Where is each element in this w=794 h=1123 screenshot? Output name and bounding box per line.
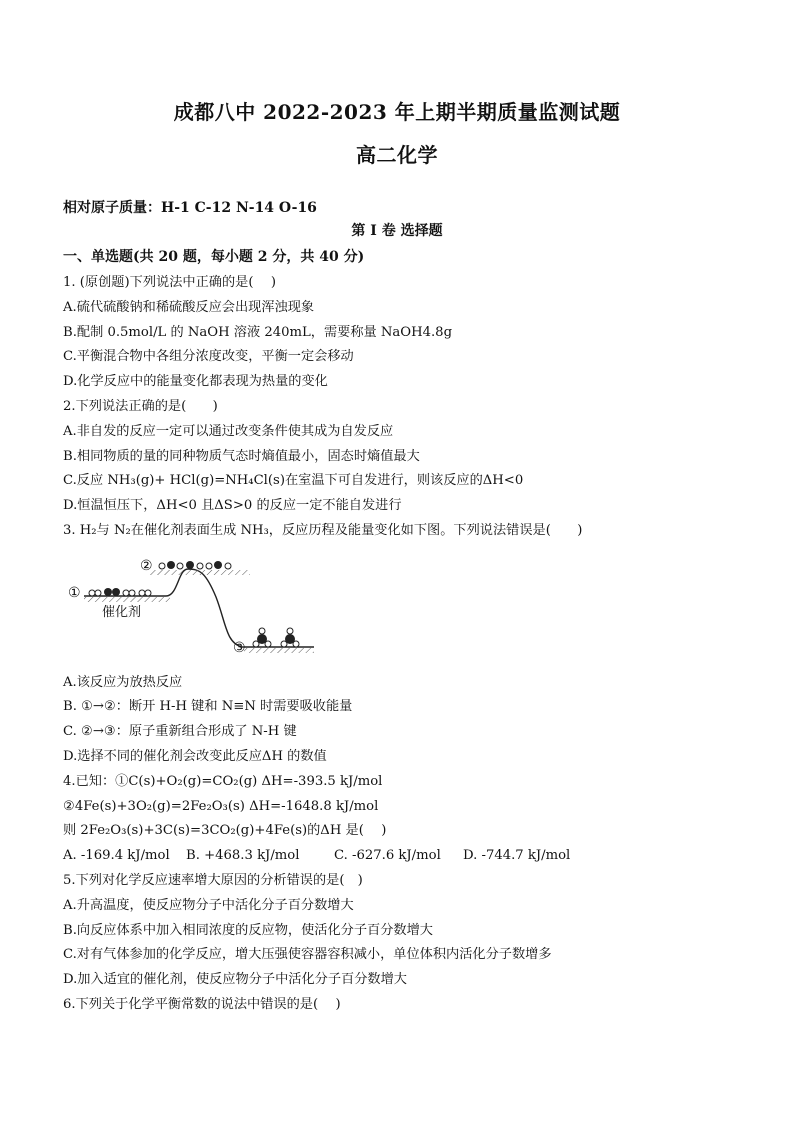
q5-stem: 5.下列对化学反应速率增大原因的分析错误的是( ) bbox=[63, 873, 363, 888]
q1-option-d: D.化学反应中的能量变化都表现为热量的变化 bbox=[63, 374, 328, 389]
q4-option-c: C. -627.6 kJ/mol bbox=[334, 848, 441, 863]
q3-option-d: D.选择不同的催化剂会改变此反应ΔH 的数值 bbox=[63, 749, 327, 764]
q5-option-a: A.升高温度，使反应物分子中活化分子百分数增大 bbox=[63, 898, 354, 913]
surface-2 bbox=[150, 570, 250, 575]
exam-subject: 高二化学 bbox=[356, 143, 438, 167]
q1-option-c: C.平衡混合物中各组分浓度改变，平衡一定会移动 bbox=[63, 349, 354, 364]
q2-option-b: B.相同物质的量的同种物质气态时熵值最小，固态时熵值最大 bbox=[63, 449, 420, 464]
state1-molecules bbox=[89, 588, 151, 596]
q5-option-d: D.加入适宜的催化剂，使反应物分子中活化分子百分数增大 bbox=[63, 972, 407, 987]
volume-title: 第 Ⅰ 卷 选择题 bbox=[351, 223, 443, 239]
surface-3 bbox=[244, 648, 314, 653]
q3-option-a: A.该反应为放热反应 bbox=[63, 675, 183, 690]
q4-equation-2: ②4Fe(s)+3O₂(g)=2Fe₂O₃(s) ΔH=-1648.8 kJ/mol bbox=[63, 799, 379, 814]
q4-option-b: B. +468.3 kJ/mol bbox=[186, 848, 300, 863]
q1-option-b: B.配制 0.5mol/L 的 NaOH 溶液 240mL，需要称量 NaOH4.8g bbox=[63, 325, 453, 340]
q2-option-d: D.恒温恒压下，ΔH<0 且ΔS>0 的反应一定不能自发进行 bbox=[63, 498, 402, 513]
q2-option-c: C.反应 NH₃(g)+ HCl(g)=NH₄Cl(s)在室温下可自发进行，则该反应的ΔH<0 bbox=[63, 473, 524, 488]
q6-stem: 6.下列关于化学平衡常数的说法中错误的是( ) bbox=[63, 997, 341, 1012]
state-3-label: ③ bbox=[233, 640, 246, 656]
q3-option-b: B. ①→②：断开 H-H 键和 N≡N 时需要吸收能量 bbox=[63, 699, 353, 714]
atomic-mass-note: 相对原子质量：H-1 C-12 N-14 O-16 bbox=[63, 200, 317, 216]
q4-stem: 4.已知：①C(s)+O₂(g)=CO₂(g) ΔH=-393.5 kJ/mol bbox=[63, 774, 383, 789]
q3-option-c: C. ②→③：原子重新组合形成了 N-H 键 bbox=[63, 724, 297, 739]
q3-stem: 3. H₂与 N₂在催化剂表面生成 NH₃，反应历程及能量变化如下图。下列说法错误是( ) bbox=[63, 523, 583, 538]
state3-nh3-molecules bbox=[253, 628, 299, 647]
q4-option-d: D. -744.7 kJ/mol bbox=[463, 848, 571, 863]
q5-option-c: C.对有气体参加的化学反应，增大压强使容器容积减小，单位体积内活化分子数增多 bbox=[63, 947, 552, 962]
q1-stem: 1. (原创题)下列说法中正确的是( ) bbox=[63, 275, 276, 290]
q5-option-b: B.向反应体系中加入相同浓度的反应物，使活化分子百分数增大 bbox=[63, 923, 433, 938]
surface-1 bbox=[84, 597, 170, 602]
state2-atoms bbox=[159, 561, 231, 569]
q2-stem: 2.下列说法正确的是( ) bbox=[63, 399, 218, 414]
q1-option-a: A.硫代硫酸钠和稀硫酸反应会出现浑浊现象 bbox=[63, 300, 315, 315]
state-2-label: ② bbox=[140, 558, 153, 574]
exam-title: 成都八中 2022-2023 年上期半期质量监测试题 bbox=[173, 100, 621, 124]
q4-option-a: A. -169.4 kJ/mol bbox=[63, 848, 170, 863]
section-title: 一、单选题(共 20 题，每小题 2 分，共 40 分) bbox=[63, 249, 365, 265]
catalyst-label: 催化剂 bbox=[102, 605, 142, 620]
q4-question: 则 2Fe₂O₃(s)+3C(s)=3CO₂(g)+4Fe(s)的ΔH 是( ) bbox=[63, 823, 387, 838]
reaction-energy-diagram bbox=[66, 553, 316, 659]
state-1-label: ① bbox=[68, 585, 81, 601]
q2-option-a: A.非自发的反应一定可以通过改变条件使其成为自发反应 bbox=[63, 424, 394, 439]
